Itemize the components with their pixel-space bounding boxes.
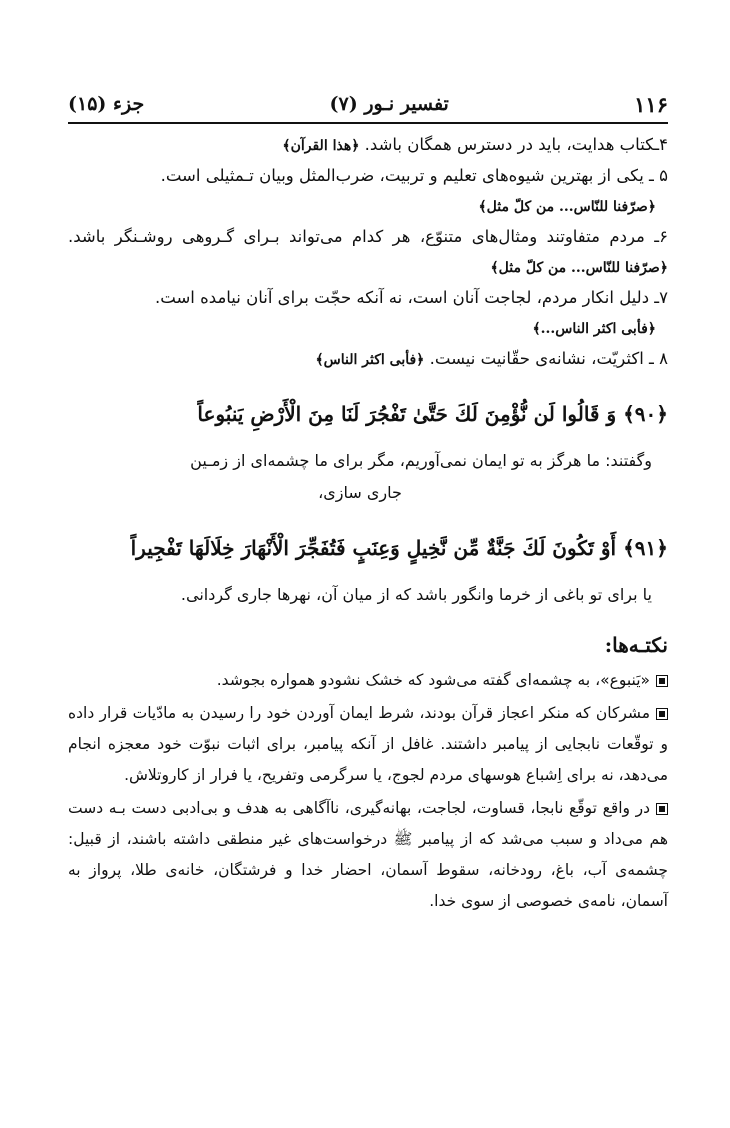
point-6	[68, 222, 668, 283]
book-title: تفسیر نـور (۷)	[329, 93, 449, 115]
point-5	[68, 161, 668, 191]
point-text: ۵ ـ یکی از بهترین شیوه‌های تعلیم و تربیت، ضرب‌المثل وبیان تـمثیلی است.	[160, 166, 668, 185]
point-text: ۷ـ دلیل انکار مردم، لجاجت آنان است، نه آنکه حجّت برای آنان نیامده است.	[155, 288, 668, 307]
point-7	[68, 283, 668, 313]
page	[68, 90, 668, 919]
point-text: ۴ـکتاب هدایت، باید در دسترس همگان باشد.	[359, 135, 668, 154]
square-bullet-icon	[656, 803, 668, 815]
page-header	[68, 90, 668, 124]
point-5-quote-line	[68, 191, 668, 222]
note-text: «یَنبوع»، به چشمه‌ای گفته می‌شود که خشک نشودو همواره بجوشد.	[216, 671, 650, 689]
point-4	[68, 130, 668, 161]
verse-91-arabic: ﴿۹۱﴾ أَوْ تَكُونَ لَكَ جَنَّةٌ مِّن نَّخِيلٍ وَعِنَبٍ فَتُفَجِّرَ الْأَنْهَارَ خِلَالَهَا تَفْجِيراً	[130, 536, 668, 560]
verse-90-translation: وگفتند: ما هرگز به تو ایمان نمی‌آوریم، مگر برای ما چشمه‌ای از زمـین	[190, 451, 652, 470]
point-text: ۸ ـ اکثریّت، نشانه‌ی حقّانیت نیست.	[424, 349, 668, 368]
square-bullet-icon	[656, 708, 668, 720]
juz-label: جزء (۱۵)	[68, 93, 145, 115]
notes-heading: نکتـه‌ها:	[604, 633, 668, 657]
square-bullet-icon	[656, 675, 668, 687]
page-number: ۱۱۶	[634, 91, 668, 117]
point-quote: ﴿هذا القرآن﴾	[282, 138, 360, 154]
point-quote: ﴿صرّفنا للنّاس... من كلّ مثل﴾	[490, 260, 668, 276]
verse-91-translation: یا برای تو باغی از خرما وانگور باشد که از میان آن، نهرها جاری گردانی.	[180, 585, 652, 604]
verse-90-translation-cont: جاری سازی،	[318, 483, 402, 502]
note-item	[68, 793, 668, 917]
point-quote: ﴿فأبى اكثر الناس﴾	[315, 352, 425, 368]
note-text: در واقع توقّع نابجا، قساوت، لجاجت، بهانه‌گیری، ناآگاهی به هدف و بی‌ادبی دست بـه دست هم می‌داد و سبب می‌شد که از پیامبر ﷺ درخواست‌های غیر منطقی داشته باشند، از قبیل: چشمه‌ی آب، باغ، رودخانه، سقوط آسمان، احضار خدا و فرشتگان، خانه‌ی طلا، پرواز به آسمان، نامه‌ی خصوصی از سوی خدا.	[68, 799, 668, 910]
point-8	[68, 344, 668, 375]
note-item	[68, 698, 668, 791]
verse-90-arabic: ﴿۹۰﴾ وَ قَالُوا لَن نُّؤْمِنَ لَكَ حَتَّىٰ تَفْجُرَ لَنَا مِنَ الْأَرْضِ يَنبُوعاً	[197, 402, 668, 426]
point-quote: ﴿صرّفنا للنّاس... من كلّ مثل﴾	[478, 199, 656, 215]
point-7-quote-line	[68, 313, 668, 344]
note-text: مشرکان که منکر اعجاز قرآن بودند، شرط ایمان آوردن خود را رسیدن به مادّیات قرار داده و توقّعات نابجایی از پیامبر داشتند. غافل از آنکه پیامبر، برای اثبات نبوّت خود معجزه انجام می‌دهد، نه برای اِشباع هوسهای مردم لجوج، یا سرگرمی وتفریح، یا فرار از کاروتلاش.	[68, 704, 668, 784]
note-item	[68, 665, 668, 696]
point-text: ۶ـ مردم متفاوتند ومثال‌های متنوّع، هر کدام می‌تواند بـرای گـروهی روشـنگر باشد.	[68, 227, 668, 246]
point-quote: ﴿فأبى اكثر الناس...﴾	[532, 321, 656, 337]
